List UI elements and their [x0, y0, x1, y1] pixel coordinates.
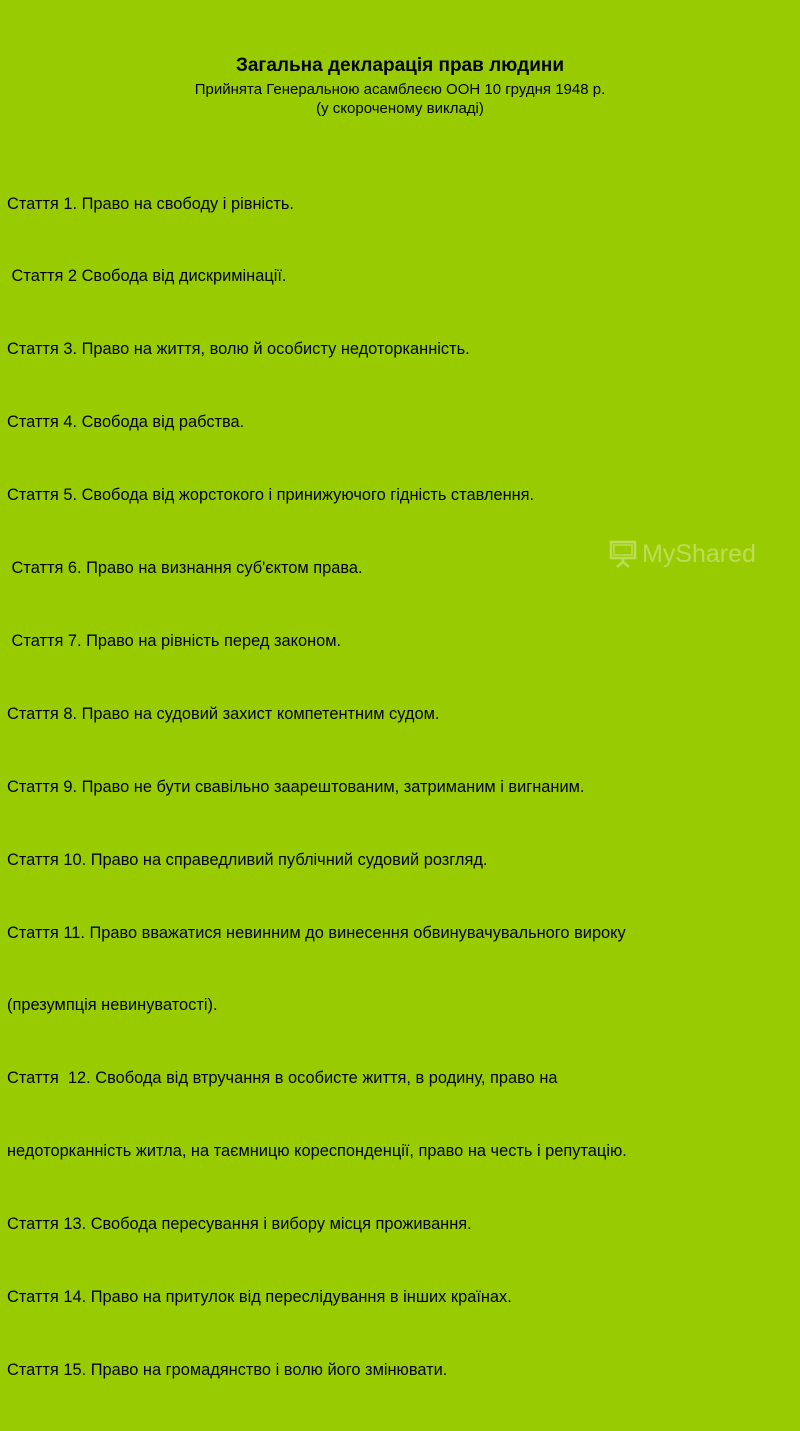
document-subtitle: Прийнята Генеральною асамблеєю ООН 10 грудня 1948 р.	[194, 81, 606, 98]
article-line: (презумпція невинуватості).	[7, 996, 218, 1015]
articles-list	[7, 143, 797, 1431]
article-line: Стаття 2 Свобода від дискримінації.	[7, 267, 287, 286]
article-line: Стаття 5. Свобода від жорстокого і принижуючого гідність ставлення.	[7, 486, 535, 505]
article-line: Стаття 13. Свобода пересування і вибору місця проживання.	[7, 1215, 472, 1234]
article-line: Стаття 14. Право на притулок від переслідування в інших країнах.	[7, 1287, 512, 1306]
article-line: недоторканність житла, на таємницю кореспонденції, право на честь і репутацію.	[7, 1142, 627, 1161]
article-line: Стаття 9. Право не бути свавільно заарештованим, затриманим і вигнаним.	[7, 777, 585, 796]
document-title: Загальна декларація прав людини	[235, 55, 565, 76]
document-note: (у скороченому викладі)	[316, 100, 484, 117]
article-line: Стаття 12. Свобода від втручання в особисте життя, в родину, право на	[7, 1069, 558, 1088]
article-line: Стаття 11. Право вважатися невинним до винесення обвинувачувального вироку	[7, 923, 626, 942]
article-line: Стаття 3. Право на життя, волю й особисту недоторканність.	[7, 340, 470, 359]
article-line: Стаття 7. Право на рівність перед законом.	[7, 631, 342, 650]
article-line: Стаття 6. Право на визнання суб'єктом права.	[7, 559, 363, 578]
myshared-watermark	[608, 536, 756, 572]
article-line: Стаття 10. Право на справедливий публічний судовий розгляд.	[7, 850, 488, 869]
watermark-text: MyShared	[642, 539, 756, 568]
presentation-board-icon	[608, 539, 638, 569]
article-line: Стаття 8. Право на судовий захист компетентним судом.	[7, 704, 440, 723]
article-line: Стаття 4. Свобода від рабства.	[7, 413, 245, 432]
article-line: Стаття 15. Право на громадянство і волю його змінювати.	[7, 1360, 448, 1379]
article-line: Стаття 1. Право на свободу і рівність.	[7, 194, 294, 213]
